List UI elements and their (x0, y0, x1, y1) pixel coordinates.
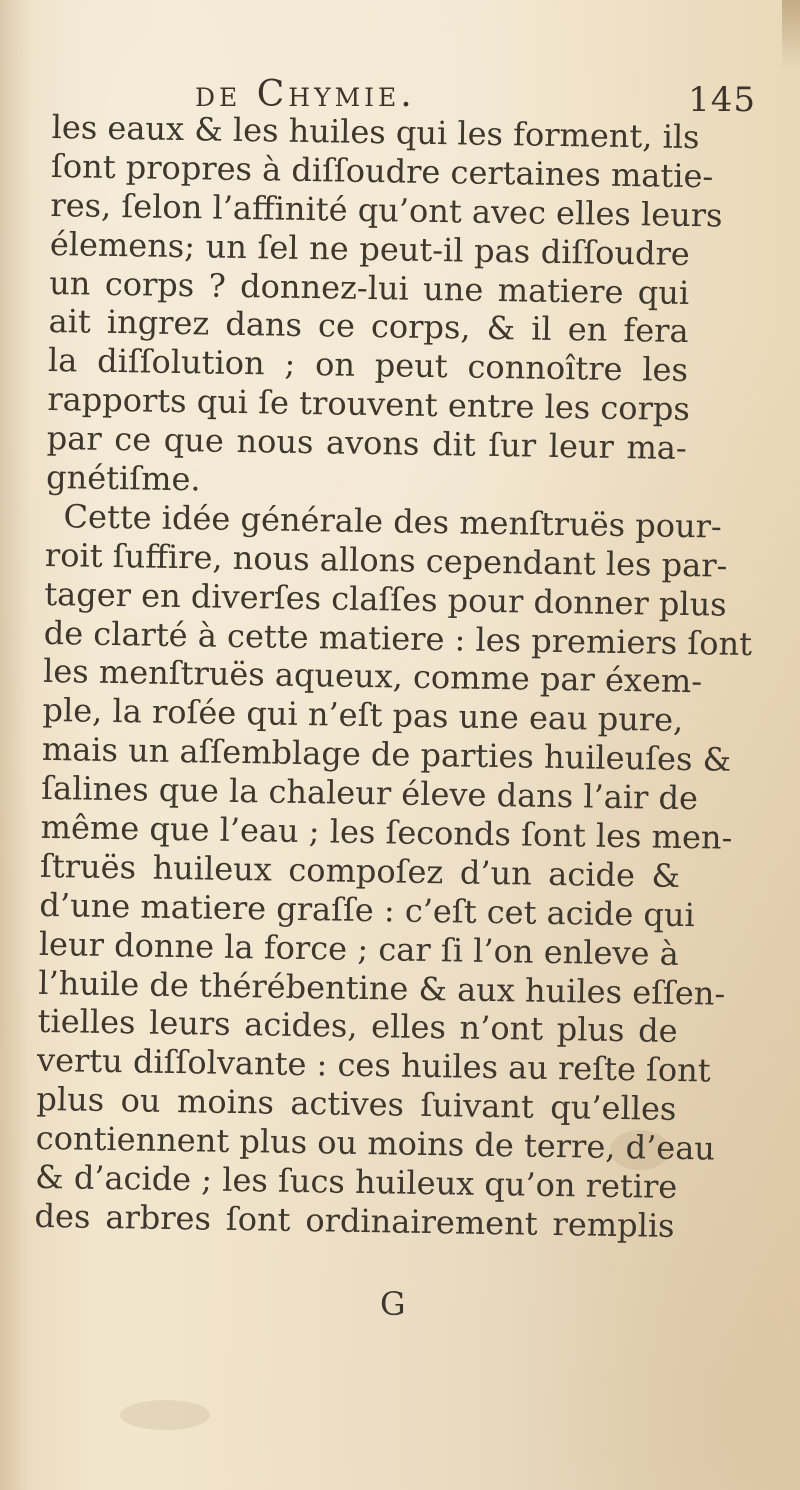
text-line: roit ſuffire, nous allons cependant les par- (44, 535, 728, 585)
text-line: tielles leurs acides, elles n’ont plus de (37, 1002, 678, 1051)
signature-mark: G (380, 1285, 406, 1323)
text-line: rapports qui ſe trouvent entre les corps (47, 380, 691, 429)
text-line: leur donne la force ; car ſi l’on enleve à (38, 924, 680, 973)
text-line: tager en diverſes claſſes pour donner plus (44, 574, 727, 624)
text-line: même que l’eau ; les ſeconds ſont les men- (40, 807, 733, 857)
paragraph (45, 108, 723, 507)
text-line: plus ou moins actives ſuivant qu’elles (36, 1080, 677, 1129)
text-line: un corps ? donnez-lui une matiere qui (48, 263, 690, 312)
body-text (34, 108, 753, 1246)
text-line: par ce que nous avons dit ſur leur ma- (46, 419, 688, 468)
page-number: 145 (688, 80, 756, 120)
binding-shadow (0, 0, 30, 1490)
text-line: la diſſolution ; on peut connoître les (47, 341, 689, 390)
text-line: des arbres ſont ordinairement remplis (34, 1196, 675, 1245)
text-line: & d’acide ; les ſucs huileux qu’on retire (34, 1157, 678, 1206)
page-edge-stain (782, 0, 800, 70)
text-line: ſalines que la chaleur éleve dans l’air de (41, 769, 699, 818)
paragraph (34, 497, 753, 1246)
text-line: res, ſelon l’affinité qu’ont avec elles leurs (50, 185, 723, 235)
text-line: d’une matiere graſſe : c’eſt cet acide qui (39, 885, 696, 935)
text-line: les menſtruës aqueux, comme par éxem- (42, 652, 703, 701)
text-line: contiennent plus ou moins de terre, d’eau (35, 1119, 716, 1168)
text-line: l’huile de thérébentine & aux huiles eſſen- (37, 963, 726, 1013)
text-line: vertu diſſolvante : ces huiles au reſte ſont (36, 1041, 711, 1090)
text-line: Cette idée générale des menſtruës pour- (63, 497, 723, 546)
text-line: ſont propres à diſſoudre certaines matie- (50, 146, 714, 196)
paper-stain (120, 1400, 210, 1430)
text-line: ple, la roſée qui n’eſt pas une eau pure, (42, 691, 684, 740)
text-line: de clarté à cette matiere : les premiers ſont (43, 613, 753, 663)
text-line: mais un aſſemblage de parties huileuſes & (41, 730, 732, 779)
text-line: ait ingrez dans ce corps, & il en fera (48, 302, 689, 351)
text-line: élemens; un ſel ne peut-il pas diſſoudre (49, 224, 691, 273)
text-line: gnétiſme. (45, 457, 201, 499)
running-title: de Chymie. (195, 74, 416, 115)
text-line: ſtruës huileux compoſez d’un acide & (39, 846, 681, 895)
text-line: les eaux & les huiles qui les forment, ils (51, 108, 700, 157)
